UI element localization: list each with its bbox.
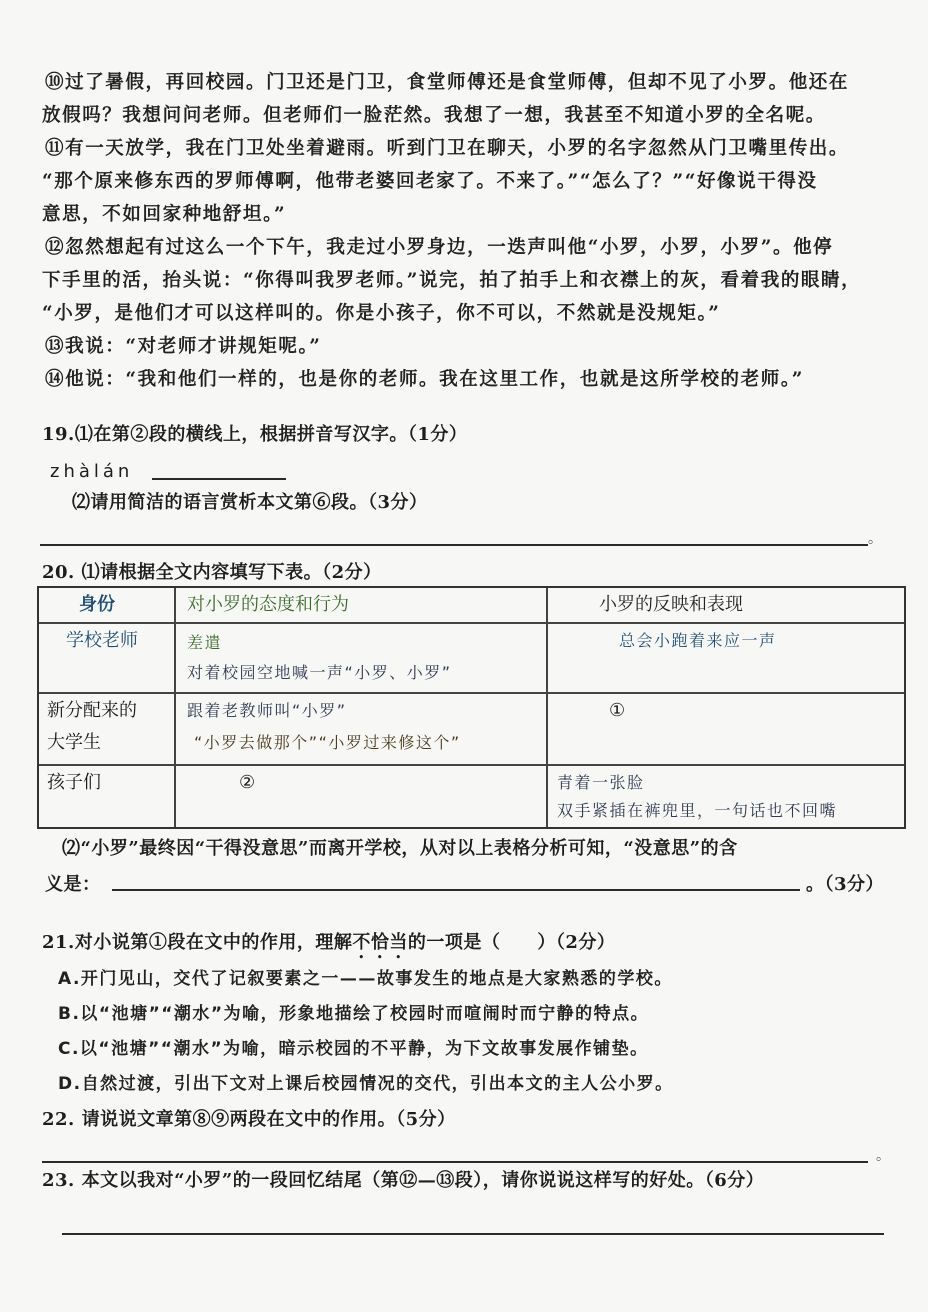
q19-answer-blank[interactable] [152,478,286,480]
table-row1-attitude-2: 对着校园空地喊一声“小罗、小罗” [187,663,452,682]
table-header-identity: 身份 [79,594,115,615]
q23-answer-line[interactable] [62,1233,884,1235]
paragraph-10-line-1: ⑩过了暑假，再回校园。门卫还是门卫，食堂师傅还是食堂师傅，但却不见了小罗。他还在 [45,72,850,93]
table-row1-identity: 学校老师 [66,630,138,651]
q22-question: 22. 请说说文章第⑧⑨两段在文中的作用。（5分） [42,1109,456,1130]
paragraph-12-line-2: 下手里的活，抬头说：“你得叫我罗老师。”说完，拍了拍手上和衣襟上的灰，看着我的眼睛， [42,270,862,291]
q21-stem-emphasis: 不恰当 [352,932,408,953]
table-row1-attitude-1: 差遣 [187,633,223,652]
q21-stem-after: 的一项是（ ）（2分） [407,932,616,953]
q21-option-b[interactable]: B.以“池塘”“潮水”为喻，形象地描绘了校园时而喧闹时而宁静的特点。 [58,1004,650,1024]
q23-question: 23. 本文以我对“小罗”的一段回忆结尾（第⑫—⑬段），请你说说这样写的好处。（6分） [42,1170,765,1191]
table-row2-attitude-1: 跟着老教师叫“小罗” [187,701,347,720]
q21-option-c[interactable]: C.以“池塘”“潮水”为喻，暗示校园的不平静，为下文故事发展作铺垫。 [58,1039,649,1059]
q20-table [37,586,906,829]
table-row-divider-3 [39,764,904,766]
q20-part2-line1: ⑵“小罗”最终因“干得没意思”而离开学校，从对以上表格分析可知，“没意思”的含 [62,838,738,859]
paragraph-12-line-1: ⑫忽然想起有过这么一个下午，我走过小罗身边，一迭声叫他“小罗，小罗，小罗”。他停 [45,237,834,258]
table-header-reaction: 小罗的反映和表现 [599,594,743,615]
q21-option-a[interactable]: A.开门见山，交代了记叙要素之一——故事发生的地点是大家熟悉的学校。 [58,969,673,989]
table-header-attitude: 对小罗的态度和行为 [187,594,349,615]
q20-part2-suffix: 。（3分） [806,874,885,895]
q19-part1: 19.⑴在第②段的横线上，根据拼音写汉字。（1分） [42,424,468,445]
table-col-divider-1 [174,588,176,827]
table-row3-attitude-blank[interactable]: ② [239,772,256,793]
q20-part2-answer-line[interactable] [112,889,800,891]
table-row1-reaction: 总会小跑着来应一声 [619,631,777,650]
q21-stem-before: 21.对小说第①段在文中的作用，理解 [42,932,353,953]
paragraph-14: ⑭他说：“我和他们一样的，也是你的老师。我在这里工作，也就是这所学校的老师。” [45,369,804,390]
paragraph-11-line-1: ⑪有一天放学，我在门卫处坐着避雨。听到门卫在聊天，小罗的名字忽然从门卫嘴里传出。 [45,138,850,159]
q20-part1: 20. ⑴请根据全文内容填写下表。（2分） [42,562,382,583]
table-row2-identity-line1: 新分配来的 [47,700,137,721]
q22-period: 。 [876,1148,890,1164]
paragraph-13: ⑬我说：“对老师才讲规矩呢。” [45,336,322,357]
paragraph-11-line-3: 意思，不如回家种地舒坦。” [42,204,287,225]
table-row3-reaction-2: 双手紧插在裤兜里，一句话也不回嘴 [557,801,838,820]
table-row-divider-1 [39,622,904,624]
q21-option-d[interactable]: D.自然过渡，引出下文对上课后校园情况的交代，引出本文的主人公小罗。 [58,1074,674,1094]
table-row2-identity-line2: 大学生 [47,732,101,753]
table-row3-reaction-1: 青着一张脸 [557,773,645,792]
table-col-divider-2 [546,588,548,827]
q19-pinyin: zhàlán [50,461,134,482]
q21-stem [42,930,615,963]
table-row-divider-2 [39,692,904,694]
paragraph-10-line-2: 放假吗？我想问问老师。但老师们一脸茫然。我想了一想，我甚至不知道小罗的全名呢。 [42,105,826,126]
q22-answer-line[interactable] [42,1161,868,1163]
paragraph-12-line-3: “小罗，是他们才可以这样叫的。你是小孩子，你不可以，不然就是没规矩。” [42,303,721,324]
q20-part2-prefix: 义是： [45,874,101,895]
q19-part2: ⑵请用简洁的语言赏析本文第⑥段。（3分） [72,492,428,513]
table-row3-identity: 孩子们 [47,772,101,793]
table-row2-reaction-blank[interactable]: ① [609,700,626,721]
q19-period: 。 [868,531,882,547]
q19-answer-line[interactable] [40,544,868,546]
paragraph-11-line-2: “那个原来修东西的罗师傅啊，他带老婆回老家了。不来了。”“怎么了？”“好像说干得没 [42,171,818,192]
table-row2-attitude-2: “小罗去做那个”“小罗过来修这个” [194,733,461,752]
